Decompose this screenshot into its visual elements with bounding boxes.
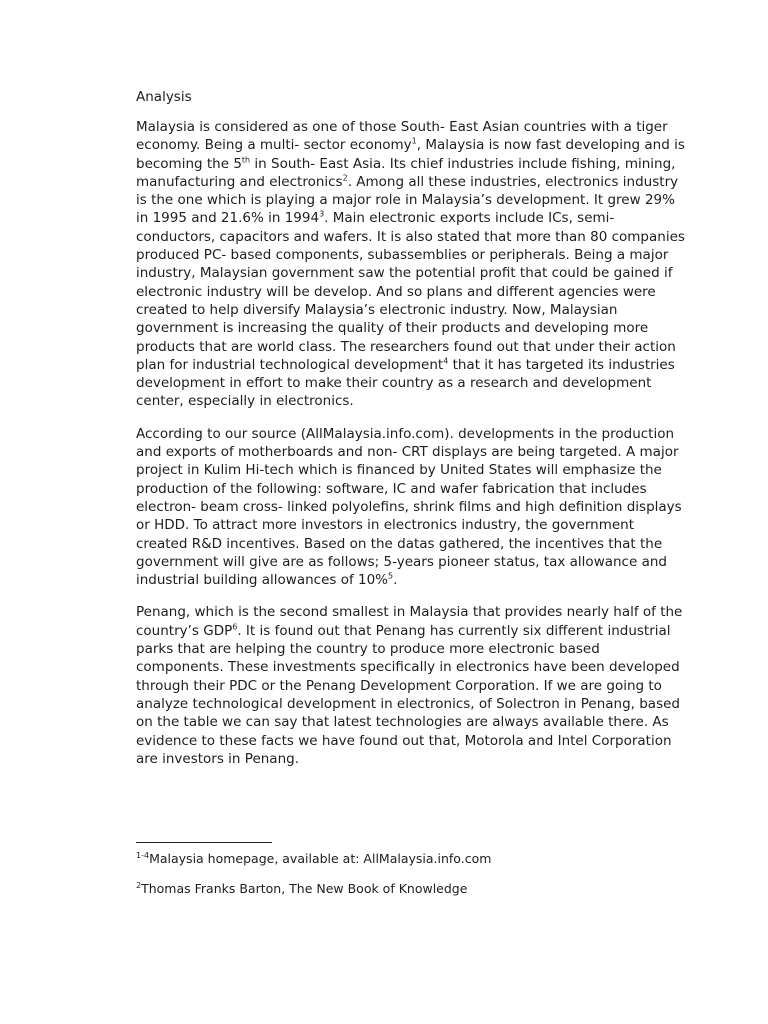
document-heading: Analysis: [136, 89, 192, 105]
body-paragraph: [136, 118, 688, 411]
text-run: Malaysia is considered as one of those South- East Asian countries with a tiger economy. Being a multi- sector economy: [136, 119, 668, 154]
footnote-text: Thomas Franks Barton, The New Book of Knowledge: [141, 881, 468, 896]
footnote-reference: th: [241, 155, 251, 165]
footnote-text: Malaysia homepage, available at: AllMalaysia.info.com: [149, 851, 492, 866]
text-run: .: [393, 572, 398, 589]
footnote-mark: 2: [136, 880, 142, 890]
footnote-reference: 4: [443, 356, 449, 366]
footnote-mark: 1-4: [136, 850, 150, 860]
document-body: [136, 118, 688, 768]
footnote-separator: [136, 842, 272, 843]
body-paragraph: [136, 603, 688, 768]
text-run: . Main electronic exports include ICs, semi- conductors, capacitors and wafers. It is also stated that more than 80 companies produced PC- based components, subassemblies or peripherals. Being a major industry, Malaysian government saw the potential profit that could be gained if electronic industry will be develop. And so plans and different agencies were created to help diversify Malaysia’s electronic industry. Now, Malaysian government is increasing the quality of their products and developing more products that are world class. The researchers found out that under their action plan for industrial technological development: [136, 210, 685, 373]
footnote-reference: 1: [411, 136, 417, 146]
footnote-reference: 2: [342, 173, 348, 183]
text-run: , Malaysia is now fast developing and is becoming the 5: [136, 137, 685, 172]
body-paragraph: [136, 425, 688, 590]
text-run: . Among all these industries, electronics industry is the one which is playing a major role in Malaysia’s development. It grew 29% in 1995 and 21.6% in 1994: [136, 173, 679, 227]
text-run: that it has targeted its industries development in effort to make their country as a research and development center, especially in electronics.: [136, 356, 675, 410]
footnote: [136, 881, 696, 897]
text-run: . It is found out that Penang has currently six different industrial parks that are helping the country to produce more electronic based components. These investments specifically in electronics have been developed through their PDC or the Penang Development Corporation. If we are going to analyze technological development in electronics, of Solectron in Penang, based on the table we can say that latest technologies are always available there. As evidence to these facts we have found out that, Motorola and Intel Corporation are investors in Penang.: [136, 622, 680, 767]
footnote-reference: 5: [388, 571, 394, 581]
text-run: in South- East Asia. Its chief industries include fishing, mining, manufacturing and electronics: [136, 155, 676, 190]
footnote: [136, 851, 696, 867]
footnote-reference: 6: [232, 622, 238, 632]
footnotes-section: [136, 842, 696, 911]
text-run: Penang, which is the second smallest in Malaysia that provides nearly half of the country’s GDP: [136, 604, 683, 639]
text-run: According to our source (AllMalaysia.info.com). developments in the production and exports of motherboards and non- CRT displays are being targeted. A major project in Kulim Hi-tech which is financed by United States will emphasize the production of the following: software, IC and wafer fabrication that includes electron- beam cross- linked polyolefins, shrink films and high definition displays or HDD. To attract more investors in electronics industry, the government created R&D incentives. Based on the datas gathered, the incentives that the government will give are as follows; 5-years pioneer status, tax allowance and industrial building allowances of 10%: [136, 425, 682, 589]
footnote-reference: 3: [319, 209, 325, 219]
footnote-list: [136, 851, 696, 897]
